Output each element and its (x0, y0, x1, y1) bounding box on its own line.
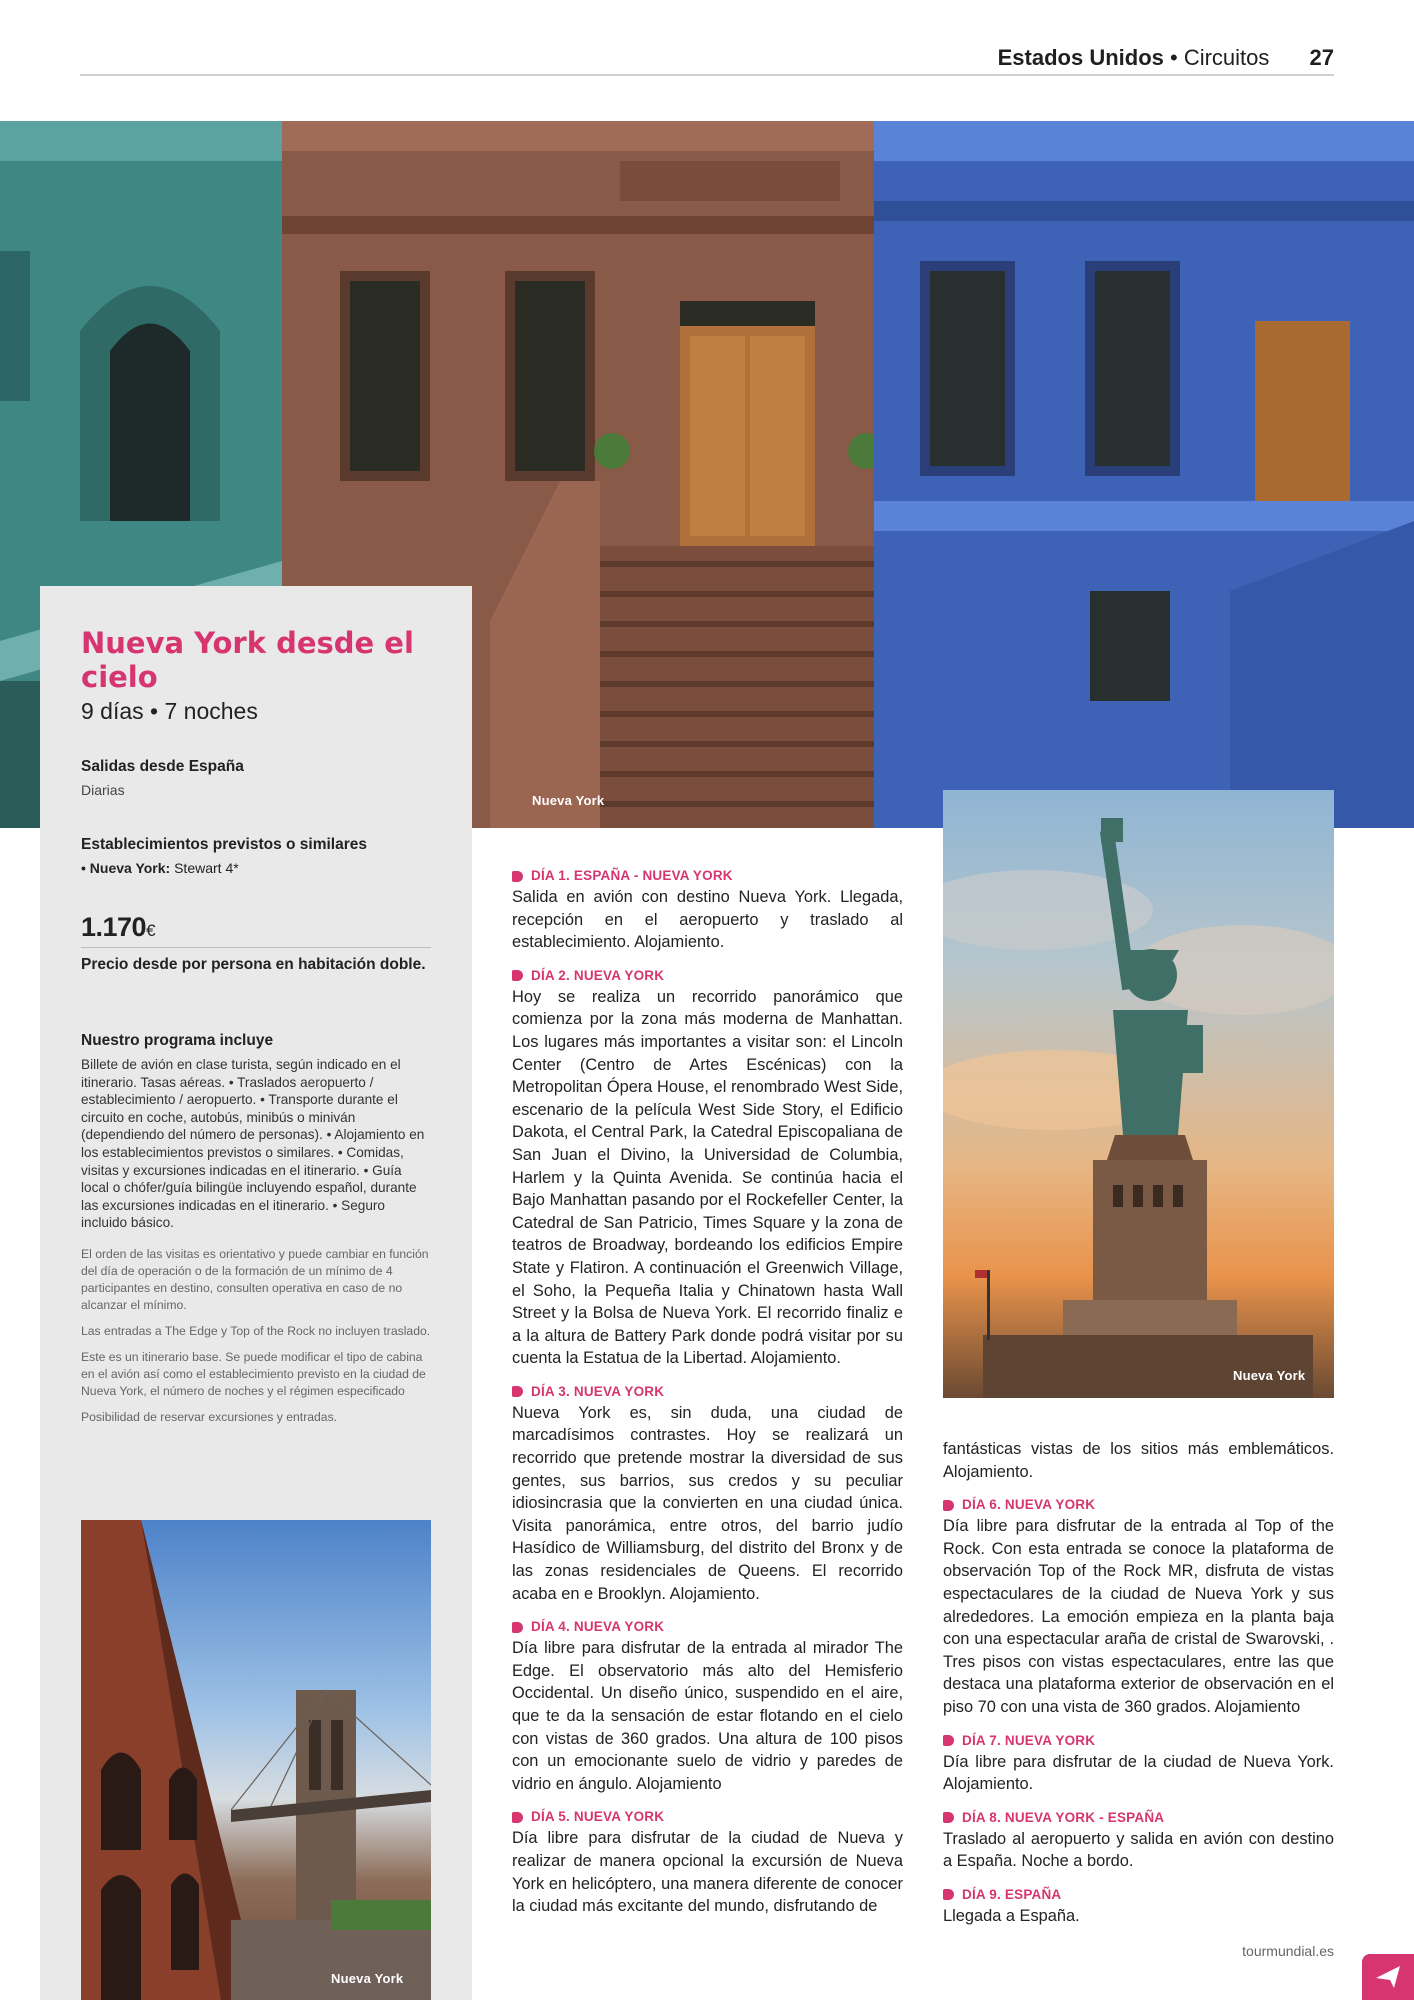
tag-icon (512, 1622, 523, 1633)
price (81, 912, 431, 943)
footer-site: tourmundial.es (1242, 1943, 1334, 1959)
day-text: Salida en avión con destino Nueva York. Llegada, recepción en el aeropuerto y traslado al establecimiento. Alojamiento. (512, 888, 903, 952)
note-excursions: Posibilidad de reservar excursiones y entradas. (81, 1409, 338, 1424)
day-heading: DÍA 8. NUEVA YORK - ESPAÑA (943, 1808, 1334, 1828)
header-country: Estados Unidos (997, 45, 1164, 70)
includes-text: Billete de avión en clase turista, según indicado en el itinerario. Tasas aéreas. • Traslados aeropuerto / establecimiento / aeropuerto. • Transporte durante el circuito en coche, autobús, minibús o miniván (dependiendo del número de personas). • Alojamiento en los establecimientos previstos o similares. • Comidas, visitas y excursiones indicadas en el itinerario. • Guía local o chófer/guía bilingüe incluyendo español, durante las excursiones indicadas en el itinerario. • Seguro incluido básico. (81, 1057, 425, 1231)
day-text: Llegada a España. (943, 1906, 1080, 1925)
bridge-photo (81, 1520, 431, 2000)
price-description: Precio desde por persona en habitación doble. (81, 956, 426, 973)
day-text: Traslado al aeropuerto y salida en avión con destino a España. Noche a bordo. (943, 1829, 1334, 1871)
trip-duration: 9 días • 7 noches (81, 698, 258, 724)
includes-label: Nuestro programa incluye (81, 1032, 274, 1049)
includes-block (81, 1032, 431, 1426)
tag-icon (512, 970, 523, 981)
tag-icon (943, 1500, 954, 1511)
page-header (80, 44, 1334, 76)
day-heading: DÍA 7. NUEVA YORK (943, 1731, 1334, 1751)
hotel-city: • Nueva York: (81, 860, 171, 876)
day-heading: DÍA 3. NUEVA YORK (512, 1382, 903, 1402)
day-text: Hoy se realiza un recorrido panorámico que comienza por la zona más moderna de Manhattan. Los lugares más importantes a visitar son: el Lincoln Center (Centro de Artes Escénicas) con la Metropolitan Ópera House, el renombrado West Side, escenario de la película West Side Story, el Edificio Dakota, el Central Park, la Catedral Episcopaliana de San Juan el Divino, la Universidad de Columbia, Harlem y la Quinta Avenida. Se continúa hacia el Bajo Manhattan pasando por el Rockefeller Center, la Catedral de San Patricio, Times Square y la zona de teatros de Broadway, bordeando los edificios Empire State y Flatiron. A continuación el Greenwich Village, el Soho, la Pequeña Italia y Chinatown hasta Wall Street y la Bolsa de Nueva York. El recorrido finaliz e a la altura de Battery Park donde podrá visitar por su cuenta la Estatua de la Libertad. Alojamiento. (512, 987, 903, 1368)
day-text: Día libre para disfrutar de la ciudad de Nueva y realizar de manera opcional la excursión de Nueva York en helicóptero, una manera diferente de conocer la ciudad más excitante del mundo, disfrutando de (512, 1829, 903, 1916)
header-text (998, 44, 1334, 72)
hero-caption: Nueva York (532, 793, 605, 808)
hotel-line (81, 860, 431, 876)
tag-icon (512, 871, 523, 882)
hotels-label: Establecimientos previstos o similares (81, 836, 368, 853)
day-heading: DÍA 5. NUEVA YORK (512, 1807, 903, 1827)
back-button[interactable] (1362, 1954, 1414, 2000)
itinerary-column-1 (512, 866, 903, 1918)
trip-heading (81, 626, 431, 725)
day-heading: DÍA 4. NUEVA YORK (512, 1617, 903, 1637)
day-text: Día libre para disfrutar de la entrada al mirador The Edge. El observatorio más alto del Hemisferio Occidental. Un diseño único, suspendido en el aire, que te da la sensación de estar flotando en el cielo con vistas de 360 grados. Una altura de 100 pisos con un emocionante suelo de vidrio y paredes de vidrio en ángulo. Alojamiento (512, 1639, 903, 1793)
price-amount: 1.170 (81, 912, 147, 942)
tag-icon (512, 1812, 523, 1823)
hotel-name: Stewart 4* (174, 860, 239, 876)
day-heading: DÍA 1. ESPAÑA - NUEVA YORK (512, 866, 903, 886)
departures-block (81, 758, 431, 798)
price-currency: € (146, 921, 156, 940)
day-heading: DÍA 6. NUEVA YORK (943, 1495, 1334, 1515)
departures-value: Diarias (81, 782, 125, 798)
header-section: • Circuitos (1170, 45, 1270, 70)
tag-icon (943, 1812, 954, 1823)
price-divider (81, 947, 431, 948)
note-order: El orden de las visitas es orientativo y puede cambiar en función del día de operación o de la formación de un mínimo de 4 participantes en destino, consulten operativa en caso de no alcanzar el mínimo. (81, 1246, 429, 1312)
day-text-continued: fantásticas vistas de los sitios más emblemáticos. Alojamiento. (943, 1440, 1334, 1481)
page-number: 27 (1309, 45, 1334, 70)
day-text: Nueva York es, sin duda, una ciudad de marcadísimos contrastes. Hoy se realizará un recorrido que pretende mostrar la diversidad de sus gentes, sus barrios, sus credos y su peculiar idiosincrasia que la convierten en una ciudad única. Visita panorámica, entre otros, del barrio judío Hasídico de Williamsburg, del distrito del Bronx y de las zonas residenciales de Queens. El recorrido acaba en e Brooklyn. Alojamiento. (512, 1403, 903, 1603)
day-text: Día libre para disfrutar de la entrada al Top of the Rock. Con esta entrada se conoce la plataforma de observación Top of the Rock MR, disfruta de vistas espectaculares de la ciudad de Nueva York y sus alrededores. La emoción empieza en la planta baja con una espectacular araña de cristal de Swarovski, . Tres pisos con vistas espectaculares, entre las que destaca una plataforma exterior de observación en el piso 70 con una vista de 360 grados. Alojamiento (943, 1517, 1334, 1716)
statue-caption: Nueva York (1233, 1368, 1306, 1383)
trip-title: Nueva York desde el cielo (81, 626, 414, 694)
statue-illustration (943, 790, 1334, 1398)
day-heading: DÍA 9. ESPAÑA (943, 1885, 1334, 1905)
itinerary-column-2 (943, 1438, 1334, 1928)
bridge-caption: Nueva York (331, 1971, 404, 1986)
left-arrow-icon (1362, 1954, 1414, 2000)
day-text: Día libre para disfrutar de la ciudad de Nueva York. Alojamiento. (943, 1752, 1334, 1794)
note-base-itinerary: Este es un itinerario base. Se puede modificar el tipo de cabina en el avión así como el establecimiento previsto en la ciudad de Nueva York, el número de noches y el régimen especificado (81, 1349, 426, 1398)
price-block (81, 912, 431, 975)
tag-icon (943, 1735, 954, 1746)
day-heading: DÍA 2. NUEVA YORK (512, 966, 903, 986)
tag-icon (943, 1889, 954, 1900)
tag-icon (512, 1386, 523, 1397)
hotels-block (81, 836, 431, 876)
departures-label: Salidas desde España (81, 758, 244, 775)
statue-photo (943, 790, 1334, 1398)
note-tickets: Las entradas a The Edge y Top of the Rock no incluyen traslado. (81, 1323, 431, 1338)
bridge-illustration (81, 1520, 431, 2000)
